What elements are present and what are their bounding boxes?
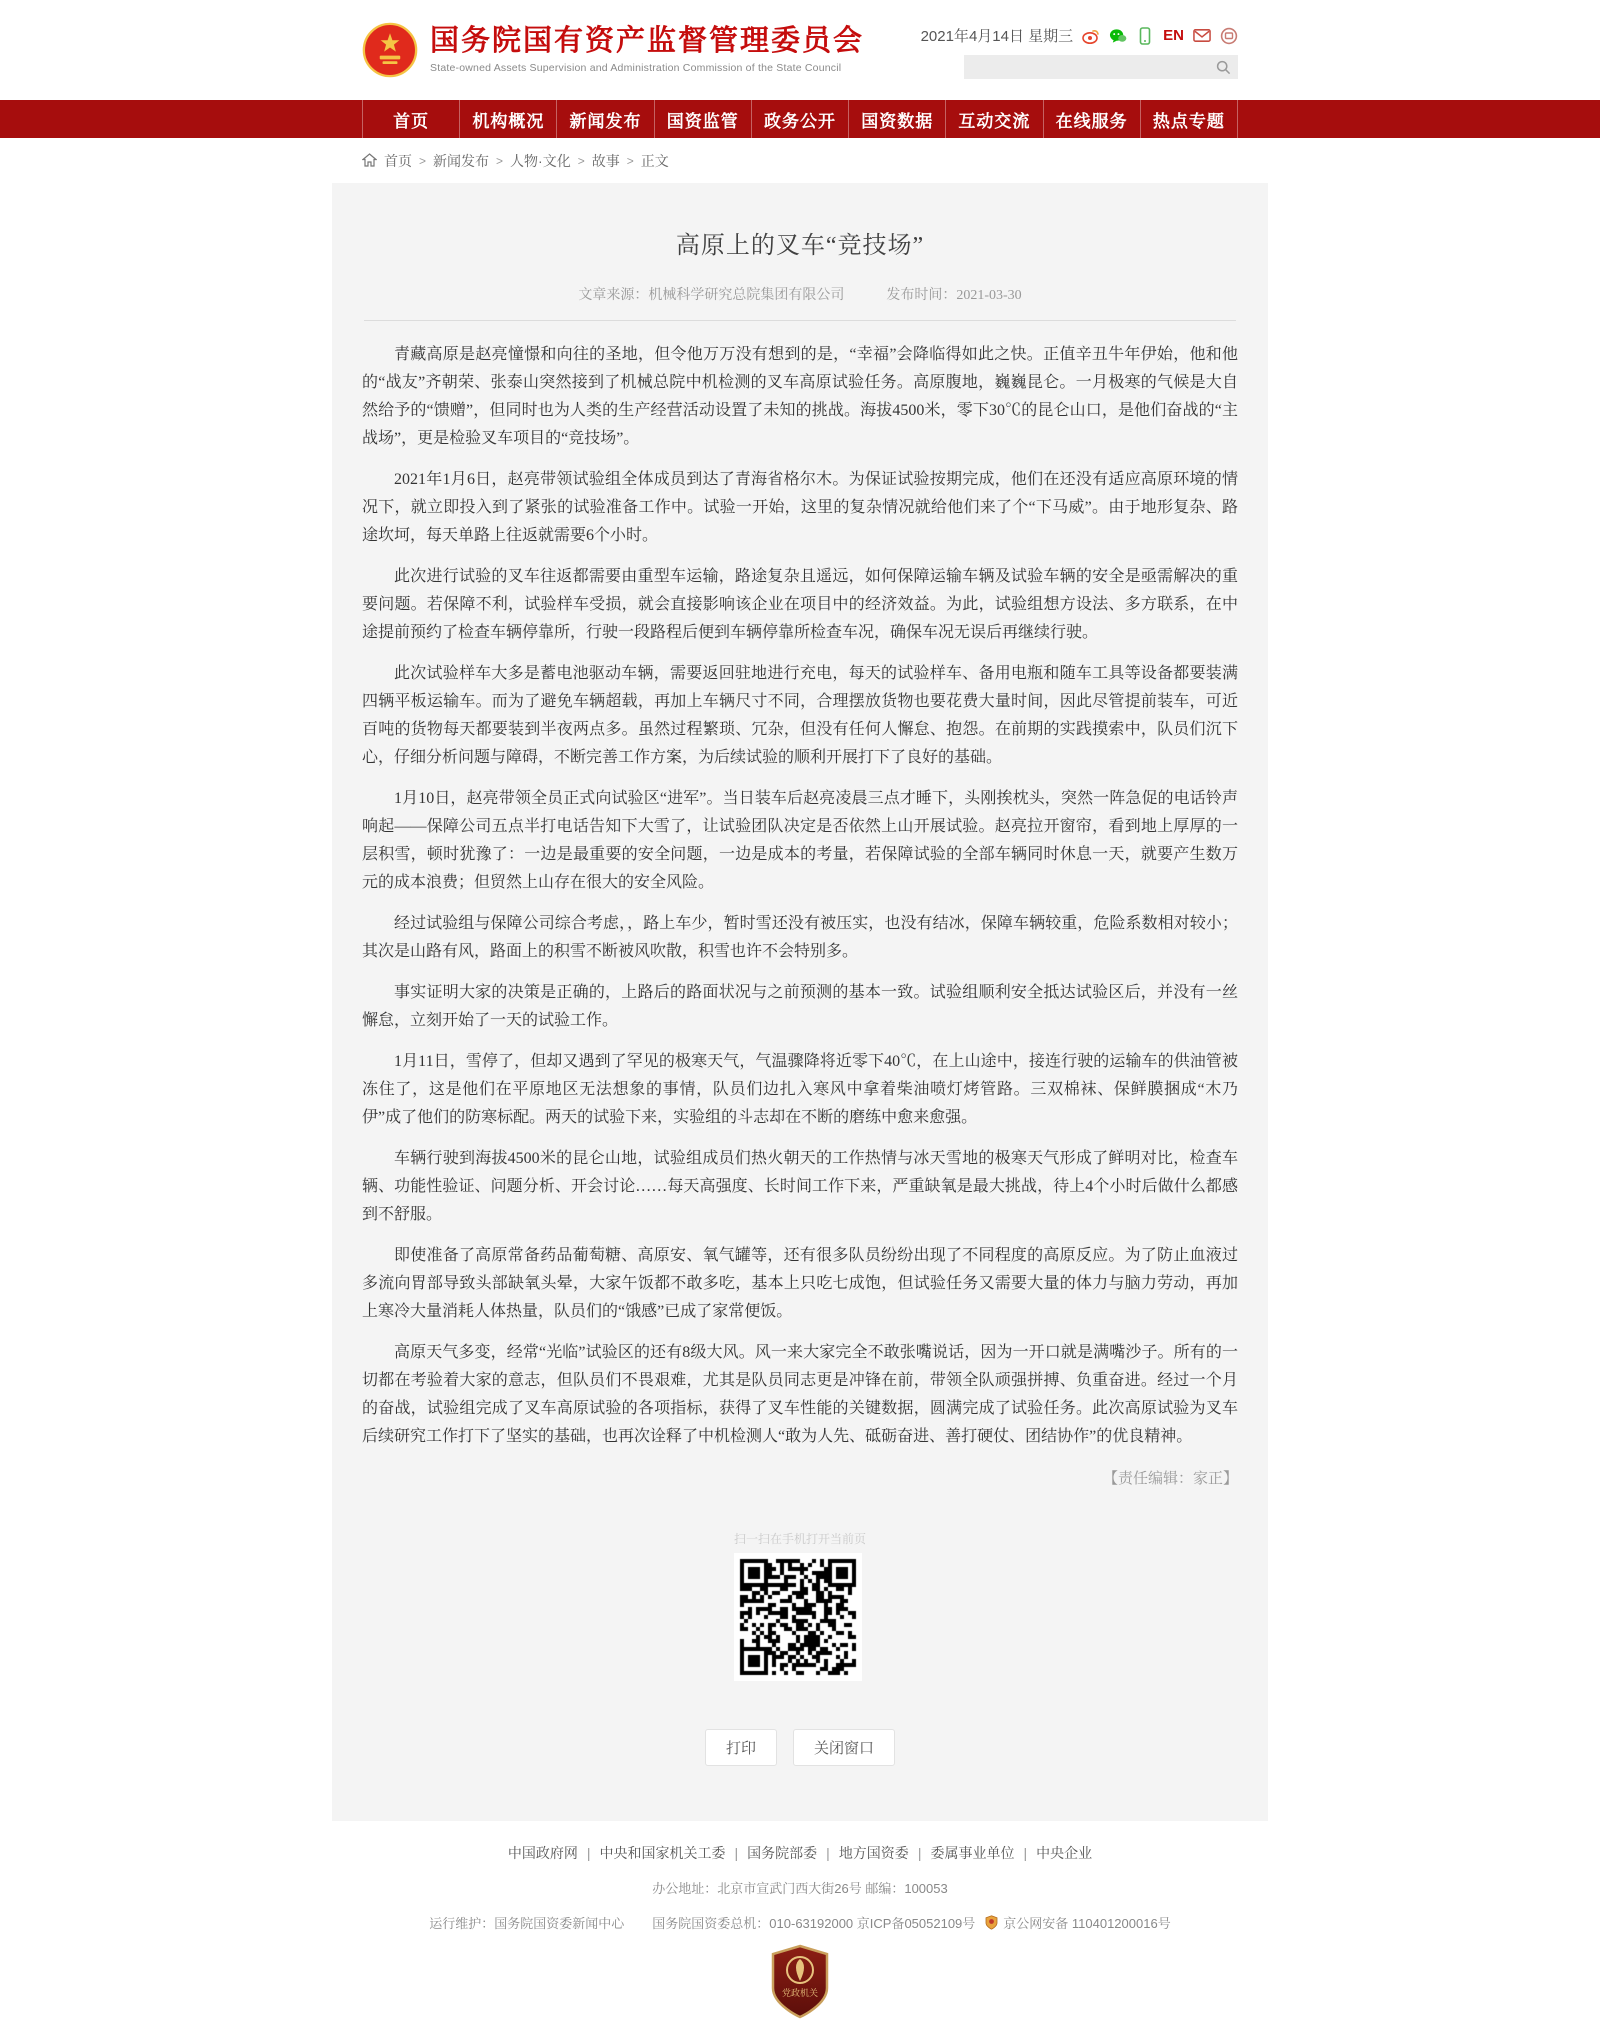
paragraph: 即使准备了高原常备药品葡萄糖、高原安、氧气罐等，还有很多队员纷纷出现了不同程度的高原反应。为了防止血液过多流向胃部导致头部缺氧头晕，大家午饭都不敢多吃，基本上只吃七成饱，但试验任务又需要大量的体力与脑力劳动，再加上寒冷大量消耗人体热量，队员们的“饿感”已成了家常便饭。 [362,1247,1238,1320]
site-title: 国务院国有资产监督管理委员会 [430,24,865,57]
article-meta [362,284,1238,304]
paragraph: 1月10日，赵亮带领全员正式向试验区“进军”。当日装车后赵亮凌晨三点才睡下，头刚挨枕头，突然一阵急促的电话铃声响起——保障公司五点半打电话告知下大雪了，让试验团队决定是否依然上山开展试验。赵亮拉开窗帘，看到地上厚厚的一层积雪，顿时犹豫了：一边是最重要的安全问题，一边是成本的考量，若保障试验的全部车辆同时休息一天，就要产生数万元的成本浪费；但贸然上山存在很大的安全风险。 [362,790,1238,891]
breadcrumb-people-culture[interactable]: 人物·文化 [510,153,571,169]
article-body [362,341,1238,1451]
badge-text-glyph: 党政机关 [781,1988,819,1998]
nav-item-services[interactable]: 在线服务 [1043,100,1140,138]
close-window-button[interactable]: 关闭窗口 [793,1729,895,1766]
site-logo[interactable] [362,22,864,78]
qr-code [734,1553,862,1681]
mail-icon[interactable] [1193,27,1211,45]
paragraph: 2021年1月6日，赵亮带领试验组全体成员到达了青海省格尔木。为保证试验按期完成，他们在还没有适应高原环境的情况下，就立即投入到了紧张的试验准备工作中。试验一开始，这里的复杂情况就给他们来了个“下马威”。由于地形复杂、路途坎坷，每天单路上往返就需要6个小时。 [362,471,1238,544]
mobile-icon[interactable] [1136,27,1154,45]
site-header [0,0,1600,100]
nav-item-news[interactable]: 新闻发布 [556,100,653,138]
nav-item-gov-affairs[interactable]: 政务公开 [751,100,848,138]
footer-link-institutions[interactable]: 委属事业单位 [930,1845,1015,1861]
footer-links: 中国政府网 | 中央和国家机关工委 | 国务院部委 | 地方国资委 | 委属事业单位 | 中央企业 [507,1845,1093,1861]
breadcrumb-separator: > [577,154,585,168]
qr-label: 扫一扫在手机打开当前页 [734,1532,867,1546]
paragraph: 1月11日，雪停了，但却又遇到了罕见的极寒天气，气温骤降将近零下40℃，在上山途中，接连行驶的运输车的供油管被冻住了，这是他们在平原地区无法想象的事情，队员们边扎入寒风中拿着柴油喷灯烤管路。三双棉袜、保鲜膜捆成“木乃伊”成了他们的防寒标配。两天的试验下来，实验组的斗志却在不断的磨练中愈来愈强。 [362,1053,1238,1126]
source-label: 文章来源： [578,288,649,303]
footer-beian[interactable]: 京公网安备 110401200016号 [1003,1916,1171,1931]
site-footer [0,1821,1600,2030]
breadcrumb-separator: > [419,154,427,168]
nav-item-interaction[interactable]: 互动交流 [945,100,1042,138]
paragraph: 此次进行试验的叉车往返都需要由重型车运输，路途复杂且遥远，如何保障运输车辆及试验车辆的安全是亟需解决的重要问题。若保障不利，试验样车受损，就会直接影响该企业在项目中的经济效益。为此，试验组想方设法、多方联系，在中途提前预约了检查车辆停靠所，行驶一段路程后便到车辆停靠所检查车况，确保车况无误后再继续行驶。 [362,568,1238,641]
footer-link-ministries[interactable]: 国务院部委 [747,1845,818,1861]
search-icon[interactable] [1216,60,1231,75]
paragraph: 此次试验样车大多是蓄电池驱动车辆，需要返回驻地进行充电，每天的试验样车、备用电瓶和随车工具等设备都要装满四辆平板运输车。而为了避免车辆超载，再加上车辆尺寸不同，合理摆放货物也要花费大量时间，因此尽管提前装车，可近百吨的货物每天都要装到半夜两点多。虽然过程繁琐、冗杂，但没有任何人懈怠、抱怨。在前期的实践摸索中，队员们沉下心，仔细分析问题与障碍，不断完善工作方案，为后续试验的顺利开展打下了良好的基础。 [362,665,1238,766]
footer-maintenance-line [0,1913,1600,1932]
breadcrumb-current: 正文 [640,153,669,169]
paragraph: 青藏高原是赵亮憧憬和向往的圣地，但令他万万没有想到的是，“幸福”会降临得如此之快。正值辛丑牛年伊始，他和他的“战友”齐朝荣、张泰山突然接到了机械总院中机检测的叉车高原试验任务。高原腹地，巍巍昆仑。一月极寒的气候是大自然给予的“馈赠”，但同时也为人类的生产经营活动设置了未知的挑战。海拔4500米，零下30℃的昆仑山口，是他们奋战的“主战场”，更是检验叉车项目的“竞技场”。 [362,346,1238,447]
nav-item-supervision[interactable]: 国资监管 [654,100,751,138]
lang-en-link[interactable]: EN [1163,27,1184,44]
current-date: 2021年4月14日 星期三 [920,28,1074,45]
public-security-shield-icon [985,1915,998,1930]
meta-divider [364,320,1236,321]
article-title: 高原上的叉车“竞技场” [675,233,925,259]
paragraph: 事实证明大家的决策是正确的，上路后的路面状况与之前预测的基本一致。试验组顺利安全抵达试验区后，并没有一丝懈怠，立刻开始了一天的试验工作。 [362,984,1238,1029]
pubdate-value: 2021-03-30 [956,288,1022,303]
footer-link-central-commission[interactable]: 中央和国家机关工委 [599,1845,726,1861]
pubdate-label: 发布时间： [886,288,957,303]
message-icon[interactable] [1220,27,1238,45]
nav-item-data[interactable]: 国资数据 [848,100,945,138]
paragraph: 车辆行驶到海拔4500米的昆仑山地，试验组成员们热火朝天的工作热情与冰天雪地的极寒天气形成了鲜明对比，检查车辆、功能性验证、问题分析、开会讨论……每天高强度、长时间工作下来，严重缺氧是最大挑战，待上4个小时后做什么都感到不舒服。 [362,1150,1238,1223]
wechat-icon[interactable] [1109,27,1127,45]
editor-credit: 【责任编辑：家正】 [1102,1471,1238,1487]
nav-item-home[interactable]: 首页 [362,100,459,138]
footer-link-local-sasac[interactable]: 地方国资委 [838,1845,909,1861]
weibo-icon[interactable] [1082,27,1100,45]
nav-item-topics[interactable]: 热点专题 [1140,100,1238,138]
article-container [332,183,1268,1821]
qr-block [734,1530,866,1681]
footer-link-govcn[interactable]: 中国政府网 [507,1845,578,1861]
breadcrumb-news[interactable]: 新闻发布 [433,153,490,169]
print-button[interactable]: 打印 [705,1729,777,1766]
breadcrumb-story[interactable]: 故事 [591,153,620,169]
breadcrumb-separator: > [496,154,504,168]
nav-item-about[interactable]: 机构概况 [459,100,556,138]
search-input[interactable] [964,55,1216,79]
government-site-badge[interactable] [0,1944,1600,2020]
footer-phone-icp: 国务院国资委总机：010-63192000 京ICP备05052109号 [652,1916,976,1931]
breadcrumb [362,138,1238,183]
main-nav [0,100,1600,138]
national-emblem-icon [362,22,418,78]
footer-link-central-enterprises[interactable]: 中央企业 [1036,1845,1093,1861]
site-subtitle: State-owned Assets Supervision and Administration Commission of the State Council [430,62,842,75]
home-icon[interactable] [362,153,377,170]
source-value: 机械科学研究总院集团有限公司 [648,288,845,303]
search-box [964,55,1238,79]
paragraph: 经过试验组与保障公司综合考虑，，路上车少，暂时雪还没有被压实，也没有结冰，保障车辆较重，危险系数相对较小；其次是山路有风，路面上的积雪不断被风吹散，积雪也许不会特别多。 [362,915,1238,960]
breadcrumb-separator: > [626,154,634,168]
footer-maintainer: 运行维护：国务院国资委新闻中心 [429,1916,625,1931]
paragraph: 高原天气多变，经常“光临”试验区的还有8级大风。风一来大家完全不敢张嘴说话，因为一开口就是满嘴沙子。所有的一切都在考验着大家的意志，但队员们不畏艰难，尤其是队员同志更是冲锋在前，带领全队顽强拼搏、负重奋进。经过一个月的奋战，试验组完成了叉车高原试验的各项指标，获得了叉车性能的关键数据，圆满完成了试验任务。此次高原试验为叉车后续研究工作打下了坚实的基础，也再次诠释了中机检测人“敢为人先、砥砺奋进、善打硬仗、团结协作”的优良精神。 [362,1344,1238,1445]
footer-address: 办公地址：北京市宣武门西大街26号 邮编：100053 [652,1881,948,1896]
breadcrumb-home[interactable]: 首页 [384,153,412,169]
